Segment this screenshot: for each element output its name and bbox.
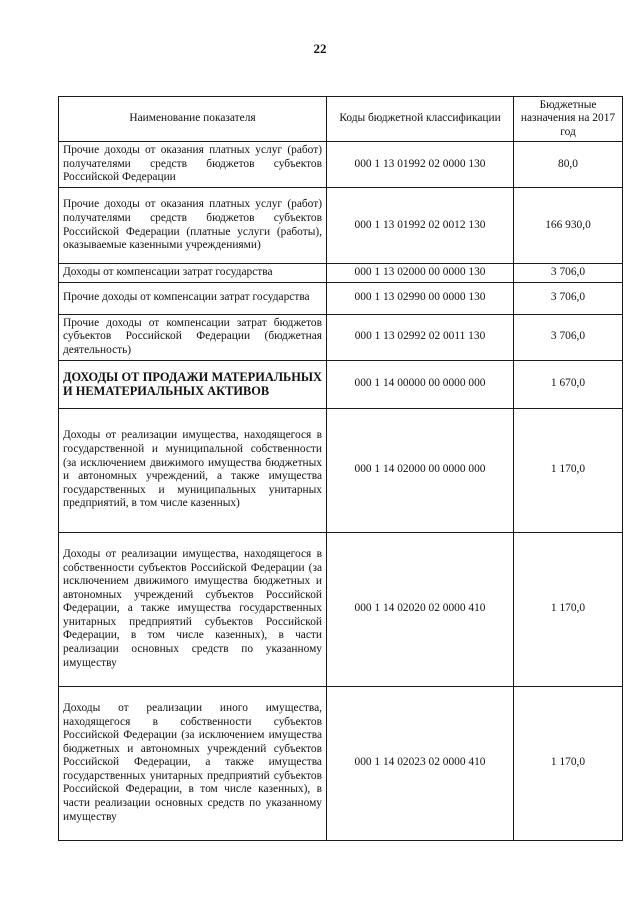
row-name: ДОХОДЫ ОТ ПРОДАЖИ МАТЕРИАЛЬНЫХ И НЕМАТЕРИАЛЬНЫХ АКТИВОВ [59,360,327,408]
row-name: Доходы от реализации имущества, находящегося в государственной и муниципальной собственности (за исключением движимого имущества бюджетных и автономных учреждений, а также имущества государственных и муниципальных унитарных предприятий, в том числе казенных) [59,408,327,532]
row-code: 000 1 14 02023 02 0000 410 [327,686,514,840]
row-amount: 3 706,0 [514,282,623,314]
row-code: 000 1 14 00000 00 0000 000 [327,360,514,408]
row-amount: 1 170,0 [514,686,623,840]
row-code: 000 1 13 02000 00 0000 130 [327,264,514,283]
header-amount: Бюджетные назначения на 2017 год [514,97,623,142]
row-name: Доходы от компенсации затрат государства [59,264,327,283]
table-row [59,408,623,532]
row-amount: 1 170,0 [514,408,623,532]
row-amount: 1 670,0 [514,360,623,408]
header-name: Наименование показателя [59,97,327,142]
row-amount: 80,0 [514,142,623,188]
table-row [59,188,623,264]
row-name: Прочие доходы от компенсации затрат государства [59,282,327,314]
table-row [59,314,623,360]
budget-table [58,96,623,841]
row-code: 000 1 14 02020 02 0000 410 [327,532,514,686]
row-name: Доходы от реализации имущества, находящегося в собственности субъектов Российской Федерации (за исключением движимого имущества бюджетных и автономных учреждений субъектов Российской Федерации, а также имущества государственных унитарных предприятий субъектов Российской Федерации, в том числе казенных), в части реализации основных средств по указанному имуществу [59,532,327,686]
row-amount: 3 706,0 [514,264,623,283]
table-row [59,264,623,283]
table-row [59,142,623,188]
row-name: Прочие доходы от оказания платных услуг (работ) получателями средств бюджетов субъектов Российской Федерации (платные услуги (работы), оказываемые казенными учреждениями) [59,188,327,264]
row-name: Доходы от реализации иного имущества, находящегося в собственности субъектов Российской Федерации (за исключением имущества бюджетных и автономных учреждений субъектов Российской Федерации, а также имущества государственных унитарных предприятий субъектов Российской Федерации, в том числе казенных), в части реализации основных средств по указанному имуществу [59,686,327,840]
header-code: Коды бюджетной классификации [327,97,514,142]
row-amount: 3 706,0 [514,314,623,360]
row-name: Прочие доходы от компенсации затрат бюджетов субъектов Российской Федерации (бюджетная деятельность) [59,314,327,360]
table-row [59,282,623,314]
row-amount: 166 930,0 [514,188,623,264]
row-name: Прочие доходы от оказания платных услуг (работ) получателями средств бюджетов субъектов Российской Федерации [59,142,327,188]
row-code: 000 1 13 02990 00 0000 130 [327,282,514,314]
table-row [59,360,623,408]
row-code: 000 1 13 01992 02 0012 130 [327,188,514,264]
page-number: 22 [313,41,327,56]
row-code: 000 1 13 01992 02 0000 130 [327,142,514,188]
row-code: 000 1 13 02992 02 0011 130 [327,314,514,360]
table-row [59,532,623,686]
table-row [59,686,623,840]
row-amount: 1 170,0 [514,532,623,686]
row-code: 000 1 14 02000 00 0000 000 [327,408,514,532]
table-header-row [59,97,623,142]
